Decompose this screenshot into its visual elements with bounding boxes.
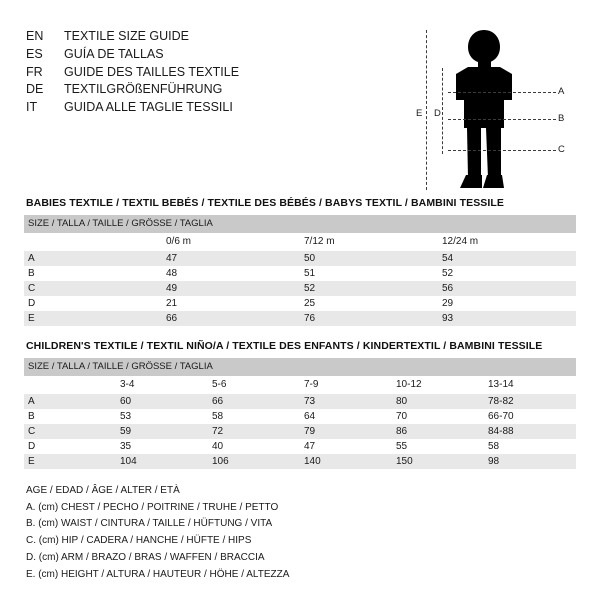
legend-line-a: A. (cm) CHEST / PECHO / POITRINE / TRUHE / PETTO <box>26 501 279 513</box>
measurement-figure <box>412 22 582 192</box>
babies-cell-a-1: 50 <box>300 251 438 266</box>
babies-cell-d-1: 25 <box>300 296 438 311</box>
babies-row-label-e: E <box>24 311 162 326</box>
children-cell-d-4: 58 <box>484 439 576 454</box>
babies-cell-b-1: 51 <box>300 266 438 281</box>
babies-column-2: 12/24 m <box>438 233 576 251</box>
legend-line-age: AGE / EDAD / ÂGE / ALTER / ETÀ <box>26 484 180 496</box>
babies-size-table <box>24 215 576 326</box>
children-cell-a-4: 78-82 <box>484 394 576 409</box>
children-row-label-b: B <box>24 409 116 424</box>
legend-line-d: D. (cm) ARM / BRAZO / BRAS / WAFFEN / BRACCIA <box>26 551 265 563</box>
table-column-row <box>24 376 576 394</box>
babies-cell-d-0: 21 <box>162 296 300 311</box>
table-row <box>24 439 576 454</box>
children-cell-e-3: 150 <box>392 454 484 469</box>
children-corner-cell <box>24 376 116 394</box>
children-row-label-c: C <box>24 424 116 439</box>
children-cell-e-1: 106 <box>208 454 300 469</box>
table-row <box>24 296 576 311</box>
babies-cell-e-0: 66 <box>162 311 300 326</box>
table-row <box>24 251 576 266</box>
children-cell-c-1: 72 <box>208 424 300 439</box>
children-row-label-e: E <box>24 454 116 469</box>
legend-line-b: B. (cm) WAIST / CINTURA / TAILLE / HÜFTUNG / VITA <box>26 518 273 530</box>
measure-line-d <box>442 68 443 154</box>
table-row <box>24 281 576 296</box>
measure-line-a <box>448 92 556 93</box>
children-cell-e-0: 104 <box>116 454 208 469</box>
children-cell-b-3: 70 <box>392 409 484 424</box>
children-cell-e-4: 98 <box>484 454 576 469</box>
measure-label-b: B <box>558 113 565 124</box>
title-text-de: TEXTILGRÖßENFÜHRUNG <box>64 82 223 97</box>
table-column-row <box>24 233 576 251</box>
babies-cell-b-2: 52 <box>438 266 576 281</box>
children-cell-d-2: 47 <box>300 439 392 454</box>
babies-column-1: 7/12 m <box>300 233 438 251</box>
children-cell-b-2: 64 <box>300 409 392 424</box>
children-cell-a-0: 60 <box>116 394 208 409</box>
title-text-en: TEXTILE SIZE GUIDE <box>64 29 190 43</box>
children-cell-a-2: 73 <box>300 394 392 409</box>
measure-label-e: E <box>416 108 423 119</box>
children-column-4: 13-14 <box>484 376 576 394</box>
children-cell-a-3: 80 <box>392 394 484 409</box>
babies-row-label-b: B <box>24 266 162 281</box>
children-size-header: SIZE / TALLA / TAILLE / GRÖSSE / TAGLIA <box>24 358 576 376</box>
title-lang-de: DE <box>26 82 44 97</box>
babies-cell-e-1: 76 <box>300 311 438 326</box>
babies-cell-e-2: 93 <box>438 311 576 326</box>
children-cell-d-3: 55 <box>392 439 484 454</box>
babies-cell-c-1: 52 <box>300 281 438 296</box>
children-cell-d-0: 35 <box>116 439 208 454</box>
title-lang-fr: FR <box>26 64 43 79</box>
table-row <box>24 454 576 469</box>
title-text-it: GUIDA ALLE TAGLIE TESSILI <box>64 100 233 114</box>
babies-row-label-c: C <box>24 281 162 296</box>
table-row <box>24 424 576 439</box>
children-row-label-d: D <box>24 439 116 454</box>
legend-block <box>26 483 576 584</box>
legend-line-e: E. (cm) HEIGHT / ALTURA / HAUTEUR / HÖHE / ALTEZZA <box>26 568 290 580</box>
children-row-label-a: A <box>24 394 116 409</box>
babies-cell-a-0: 47 <box>162 251 300 266</box>
title-text-fr: GUIDE DES TAILLES TEXTILE <box>64 64 240 79</box>
measure-label-a: A <box>558 86 565 97</box>
children-size-table <box>24 358 576 469</box>
children-cell-b-0: 53 <box>116 409 208 424</box>
babies-section-heading: BABIES TEXTILE / TEXTIL BEBÉS / TEXTILE DES BÉBÉS / BABYS TEXTIL / BAMBINI TESSILE <box>26 196 505 209</box>
children-cell-c-3: 86 <box>392 424 484 439</box>
babies-corner-cell <box>24 233 162 251</box>
children-cell-a-1: 66 <box>208 394 300 409</box>
measure-label-d: D <box>434 108 441 119</box>
babies-cell-d-2: 29 <box>438 296 576 311</box>
babies-cell-c-0: 49 <box>162 281 300 296</box>
children-cell-b-4: 66-70 <box>484 409 576 424</box>
title-lang-it: IT <box>26 100 38 114</box>
babies-cell-c-2: 56 <box>438 281 576 296</box>
measure-line-b <box>448 119 556 120</box>
children-cell-c-4: 84-88 <box>484 424 576 439</box>
table-header-row <box>24 358 576 376</box>
children-cell-d-1: 40 <box>208 439 300 454</box>
table-header-row <box>24 215 576 233</box>
babies-size-header: SIZE / TALLA / TAILLE / GRÖSSE / TAGLIA <box>24 215 576 233</box>
babies-cell-a-2: 54 <box>438 251 576 266</box>
babies-column-0: 0/6 m <box>162 233 300 251</box>
children-cell-e-2: 140 <box>300 454 392 469</box>
table-row <box>24 409 576 424</box>
children-cell-b-1: 58 <box>208 409 300 424</box>
children-column-0: 3-4 <box>116 376 208 394</box>
title-lang-en: EN <box>26 29 44 43</box>
title-lang-es: ES <box>26 46 43 61</box>
table-row <box>24 311 576 326</box>
children-cell-c-2: 79 <box>300 424 392 439</box>
children-column-3: 10-12 <box>392 376 484 394</box>
measure-line-c <box>448 150 556 151</box>
children-section-heading: CHILDREN'S TEXTILE / TEXTIL NIÑO/A / TEXTILE DES ENFANTS / KINDERTEXTIL / BAMBINI TESSILE <box>26 339 543 352</box>
measure-label-c: C <box>558 144 565 155</box>
children-column-2: 7-9 <box>300 376 392 394</box>
title-text-es: GUÍA DE TALLAS <box>64 46 164 61</box>
children-cell-c-0: 59 <box>116 424 208 439</box>
child-silhouette-icon <box>454 28 544 193</box>
legend-line-c: C. (cm) HIP / CADERA / HANCHE / HÜFTE / HIPS <box>26 535 252 547</box>
measure-line-e <box>426 30 427 190</box>
babies-row-label-d: D <box>24 296 162 311</box>
children-column-1: 5-6 <box>208 376 300 394</box>
table-row <box>24 394 576 409</box>
babies-cell-b-0: 48 <box>162 266 300 281</box>
babies-row-label-a: A <box>24 251 162 266</box>
table-row <box>24 266 576 281</box>
